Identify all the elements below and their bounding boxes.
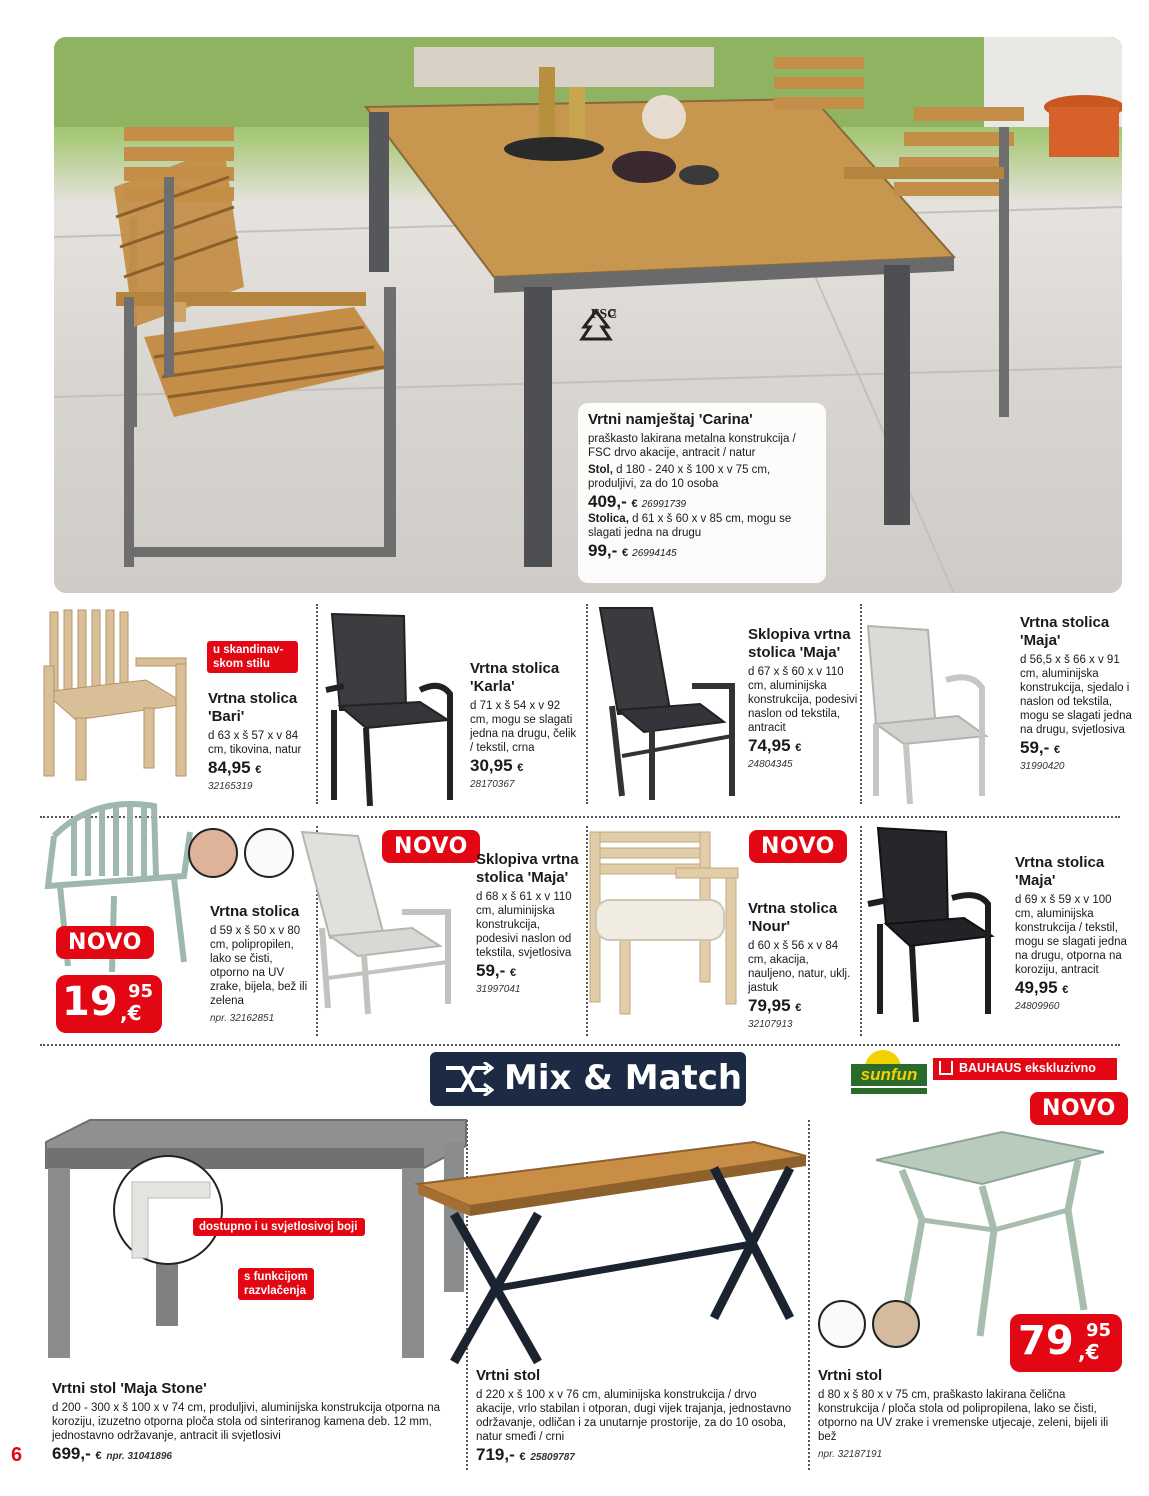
product-title: Vrtna stolica 'Maja'	[1015, 854, 1105, 889]
hero-chair-price: 99,-	[588, 541, 618, 560]
hero-chair-article: 26994145	[632, 548, 677, 559]
page-number: 6	[11, 1444, 23, 1466]
hero-table-label: Stol,	[588, 464, 613, 476]
product-nour	[748, 900, 858, 1032]
extension-function-badge: s funkcijom razvlačenja	[238, 1268, 314, 1300]
sunfun-logo	[851, 1050, 927, 1096]
bauhaus-exclusive-label: BAUHAUS ekskluzivno	[959, 1061, 1096, 1075]
hero-title: Vrtni namještaj 'Carina'	[588, 411, 753, 428]
product-karla	[470, 660, 580, 792]
product-maja-stone-table	[52, 1380, 462, 1466]
product-desc: d 56,5 x š 66 x v 91 cm, aluminijska konstrukcija, sjedalo i naslon od tekstila, mogu se slagati jedna na drugu, svjetlosiva	[1020, 654, 1132, 736]
product-title: Vrtna stolica 'Karla'	[470, 660, 560, 695]
product-desc: d 69 x š 59 x v 100 cm, aluminijska konstrukcija / tekstil, mogu se slagati jedna na drugu, otporna na koroziju, antracit	[1015, 894, 1127, 976]
chair-maja-stacking-antracit-image	[864, 824, 1014, 1024]
product-desc: d 220 x š 100 x v 76 cm, aluminijska konstrukcija / drvo akacije, vrlo stabilan i otporan, dugi vijek trajanja, jednostavno održavanje, odličan i za unutarnje prostorije, za do 10 osoba, natur smeđi / crni	[476, 1389, 792, 1443]
product-square-green-table	[818, 1367, 1126, 1462]
hero-table-price: 409,-	[588, 492, 627, 511]
product-maja-stacking-antracit	[1015, 854, 1127, 1014]
product-price: 84,95	[208, 758, 251, 777]
product-desc: d 80 x š 80 x v 75 cm, praškasto lakirana čelična konstrukcija / ploča stola od polipropilena, lako se čisti, otporno na UV zrake i vremenske utjecaje, zeleni, bijeli ili bež	[818, 1389, 1109, 1443]
product-article: 31990420	[1020, 761, 1065, 772]
hero-image	[54, 37, 1122, 593]
chair-karla-image	[320, 610, 470, 810]
hero-table-article: 26991739	[641, 499, 687, 510]
fsc-tree-icon	[574, 307, 618, 347]
product-article: npr. 31041896	[106, 1451, 172, 1462]
product-price: 719,-	[476, 1445, 515, 1464]
currency: €	[622, 547, 629, 559]
product-desc: d 71 x š 54 x v 92 cm, mogu se slagati jedna na drugu, čelik / tekstil, crna	[470, 700, 577, 754]
product-maja-folding-antracit	[748, 626, 858, 772]
product-title: Vrtni stol 'Maja Stone'	[52, 1380, 207, 1397]
product-article: 24809960	[1015, 1001, 1060, 1012]
color-swatch-white[interactable]	[244, 828, 294, 878]
product-title: Vrtna stolica 'Bari'	[208, 690, 298, 725]
currency: €	[1062, 984, 1069, 996]
product-title: Sklopiva vrtna stolica 'Maja'	[476, 851, 579, 886]
currency: €	[1054, 744, 1061, 756]
hero-chair-label: Stolica,	[588, 513, 629, 525]
hero-table-line	[588, 463, 816, 491]
light-grey-available-badge: dostupno i u svjetlosivoj boji	[193, 1218, 365, 1236]
currency: €	[795, 742, 802, 754]
product-title: Vrtna stolica 'Nour'	[748, 900, 838, 935]
currency: €	[631, 498, 638, 510]
hero-chair-price-line	[588, 541, 816, 561]
divider	[40, 1044, 1120, 1046]
chair-bari-image	[36, 608, 196, 784]
currency: €	[255, 764, 262, 776]
product-price-line	[52, 1444, 462, 1466]
chair-nour-image	[586, 828, 746, 1018]
novo-badge: NOVO	[749, 830, 847, 863]
product-price: 30,95	[470, 756, 513, 775]
house-icon	[939, 1061, 953, 1075]
product-article: 25809787	[530, 1452, 575, 1463]
mix-match-label: Mix & Match	[504, 1058, 743, 1098]
divider	[316, 604, 318, 804]
hero-chair-desc: d 61 x š 60 x v 85 cm, mogu se slagati jedna na drugu	[588, 513, 792, 539]
product-price-line	[1020, 738, 1132, 760]
product-desc: d 63 x š 57 x v 84 cm, tikovina, natur	[208, 730, 302, 756]
divider	[586, 604, 588, 804]
big-price-cents: 95	[1086, 1320, 1112, 1341]
currency: €	[795, 1002, 802, 1014]
crossed-arrows-icon	[442, 1062, 494, 1096]
product-article: 32165319	[208, 781, 253, 792]
chair-maja-folding-antracit-image	[592, 606, 742, 802]
sunfun-underline	[851, 1088, 927, 1094]
table-maja-stone-image	[40, 1118, 470, 1368]
product-title: Vrtni stol	[818, 1367, 883, 1384]
product-title: Sklopiva vrtna stolica 'Maja'	[748, 626, 851, 661]
novo-badge: NOVO	[1030, 1092, 1128, 1125]
big-price-tag	[1010, 1314, 1122, 1372]
chair-maja-light-grey-image	[862, 620, 1002, 808]
product-price: 79,95	[748, 996, 791, 1015]
product-price: 49,95	[1015, 978, 1058, 997]
color-swatch-beige[interactable]	[188, 828, 238, 878]
sunfun-label: sunfun	[851, 1064, 927, 1086]
currency: €	[510, 967, 517, 979]
big-price-integer: 79	[1018, 1318, 1074, 1364]
hero-chair-line	[588, 512, 816, 540]
product-price: 699,-	[52, 1444, 91, 1463]
currency: €	[95, 1450, 102, 1462]
product-wood-x-table	[476, 1367, 794, 1467]
product-desc: d 59 x š 50 x v 80 cm, polipropilen, lako se čisti, otporno na UV zrake, bijela, bež ili zelena	[210, 925, 308, 1007]
big-price-tag	[56, 975, 162, 1033]
currency: €	[517, 762, 524, 774]
product-bari	[208, 690, 312, 794]
product-maja-light-grey	[1020, 614, 1132, 774]
product-price-line	[476, 961, 584, 983]
product-price-line	[1015, 978, 1127, 1000]
color-swatch-white[interactable]	[818, 1300, 866, 1348]
product-price-line	[748, 736, 858, 758]
hero-info-box	[578, 403, 826, 583]
novo-badge: NOVO	[382, 830, 480, 863]
product-maja-folding-light-grey	[476, 851, 584, 997]
big-price-currency: ,€	[120, 1001, 142, 1025]
product-price-line	[748, 996, 858, 1018]
scandinavian-style-badge: u skandinav-skom stilu	[207, 641, 298, 673]
big-price-currency: ,€	[1078, 1340, 1100, 1364]
hero-table-price-line	[588, 492, 816, 512]
product-article: 32107913	[748, 1019, 793, 1030]
product-title: Vrtna stolica	[210, 903, 300, 920]
hero-desc: praškasto lakirana metalna konstrukcija / FSC drvo akacije, antracit / natur	[588, 433, 796, 459]
product-title: Vrtna stolica 'Maja'	[1020, 614, 1110, 649]
mix-match-banner	[430, 1052, 746, 1106]
hero-table-desc: d 180 - 240 x š 100 x v 75 cm, produljivi, za do 10 osoba	[588, 464, 771, 490]
product-article: npr. 32187191	[818, 1449, 883, 1460]
product-article: 24804345	[748, 759, 793, 770]
product-desc: d 68 x š 61 x v 110 cm, aluminijska konstrukcija, podesivi naslon od tekstila, svjetlosiva	[476, 891, 572, 959]
divider	[860, 826, 862, 1036]
divider	[40, 816, 1120, 818]
product-price: 59,-	[476, 961, 506, 980]
product-price-line	[476, 1445, 794, 1467]
product-price: 59,-	[1020, 738, 1050, 757]
table-wood-x-legs-image	[414, 1138, 810, 1376]
product-price-line	[208, 758, 312, 780]
product-article: npr. 32162851	[210, 1013, 275, 1024]
product-desc: d 200 - 300 x š 100 x v 74 cm, produljivi, aluminijska konstrukcija otporna na koroziju, izuzetno otporna ploča stola od sinteriranog kamena deb. 12 mm, jednostavno održavanje, antracit ili svjetlosivi	[52, 1402, 441, 1442]
product-title: Vrtni stol	[476, 1367, 541, 1384]
product-price: 74,95	[748, 736, 791, 755]
big-price-cents: 95	[128, 981, 154, 1002]
product-desc: d 60 x š 56 x v 84 cm, akacija, nauljeno, natur, uklj. jastuk	[748, 940, 851, 994]
product-desc: d 67 x š 60 x v 110 cm, aluminijska konstrukcija, podesivi naslon od tekstila, antracit	[748, 666, 858, 734]
currency: €	[519, 1451, 526, 1463]
bauhaus-exclusive-badge	[933, 1058, 1117, 1080]
product-article: 31997041	[476, 984, 521, 995]
novo-badge: NOVO	[56, 926, 154, 959]
product-price-line	[470, 756, 580, 778]
color-swatch-beige[interactable]	[872, 1300, 920, 1348]
fsc-logo	[574, 307, 634, 323]
big-price-integer: 19	[62, 979, 118, 1025]
product-article: 28170367	[470, 779, 515, 790]
fsc-label: FSC	[590, 307, 618, 322]
